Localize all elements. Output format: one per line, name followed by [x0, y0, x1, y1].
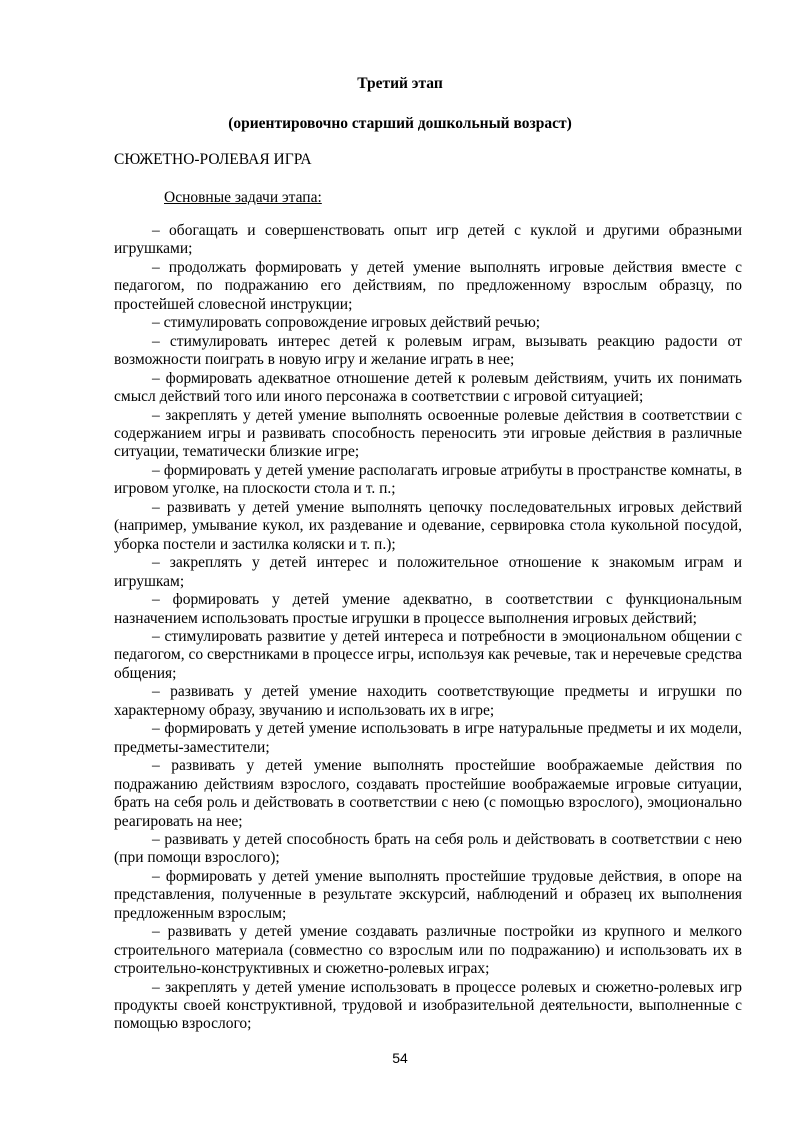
list-item: – развивать у детей умение находить соответствующие предметы и игрушки по характерному образу, звучанию и использовать их в игре;: [114, 683, 742, 719]
list-item: – развивать у детей умение выполнять простейшие воображаемые действия по подражанию действиям взрослого, создавать простейшие воображаемые игровые ситуации, брать на себя роль и действовать в соответствии с нею (с помощью взрослого), эмоционально реагировать на нее;: [114, 757, 742, 830]
section-title: СЮЖЕТНО-РОЛЕВАЯ ИГРА: [114, 151, 312, 168]
list-item: – формировать адекватное отношение детей к ролевым действиям, учить их понимать смысл действий того или иного персонажа в соответствии с игровой ситуацией;: [114, 369, 742, 406]
age-subheading: (ориентировочно старший дошкольный возраст): [228, 115, 572, 132]
list-item: – продолжать формировать у детей умение выполнять игровые действия вместе с педагогом, по подражанию его действиям, по предложенному взрослым образцу, по простейшей словесной инструкции;: [114, 258, 742, 313]
list-item: – формировать у детей умение выполнять простейшие трудовые действия, в опоре на представления, полученные в результате экскурсий, наблюдений и образец их выполнения предложенным взрослым;: [114, 867, 742, 922]
list-item: – закреплять у детей умение выполнять освоенные ролевые действия в соответствии с содержанием игры и развивать способность переносить эти игровые действия в различные ситуации, тематически близкие игре;: [114, 406, 742, 461]
list-item: – формировать у детей умение использовать в игре натуральные предметы и их модели, предметы-заместители;: [114, 720, 742, 756]
list-item: – закреплять у детей умение использовать в процессе ролевых и сюжетно-ролевых игр продукты своей конструктивной, трудовой и изобразительной деятельности, выполненные с помощью взрослого;: [114, 978, 742, 1033]
tasks-title: Основные задачи этапа:: [164, 189, 322, 206]
page-number: 54: [392, 1050, 408, 1066]
list-item: – стимулировать развитие у детей интереса и потребности в эмоциональном общении с педагогом, со сверстниками в процессе игры, используя как речевые, так и неречевые средства общения;: [114, 627, 742, 682]
list-item: – формировать у детей умение располагать игровые атрибуты в пространстве комнаты, в игровом уголке, на плоскости стола и т. п.;: [114, 461, 742, 498]
list-item: – стимулировать сопровождение игровых действий речью;: [152, 314, 541, 332]
tasks-list: [114, 222, 742, 1034]
list-item: – закреплять у детей интерес и положительное отношение к знакомым играм и игрушкам;: [114, 554, 742, 590]
list-item: – стимулировать интерес детей к ролевым играм, вызывать реакцию радости от возможности поиграть в новую игру и желание играть в нее;: [114, 332, 742, 369]
list-item: – развивать у детей умение выполнять цепочку последовательных игровых действий (например, умывание кукол, их раздевание и одевание, сервировка стола кукольной посудой, уборка постели и застилка коляски и т. п.);: [114, 498, 742, 553]
list-item: – обогащать и совершенствовать опыт игр детей с куклой и другими образными игрушками;: [114, 222, 742, 258]
list-item: – развивать у детей способность брать на себя роль и действовать в соответствии с нею (при помощи взрослого);: [114, 830, 742, 867]
stage-heading: Третий этап: [357, 75, 443, 92]
list-item: – развивать у детей умение создавать различные постройки из крупного и мелкого строительного материала (совместно со взрослым или по подражанию) и использовать их в строительно-конструктивных и сюжетно-ролевых играх;: [114, 923, 742, 978]
list-item: – формировать у детей умение адекватно, в соответствии с функциональным назначением использовать простые игрушки в процессе выполнения игровых действий;: [114, 591, 742, 627]
